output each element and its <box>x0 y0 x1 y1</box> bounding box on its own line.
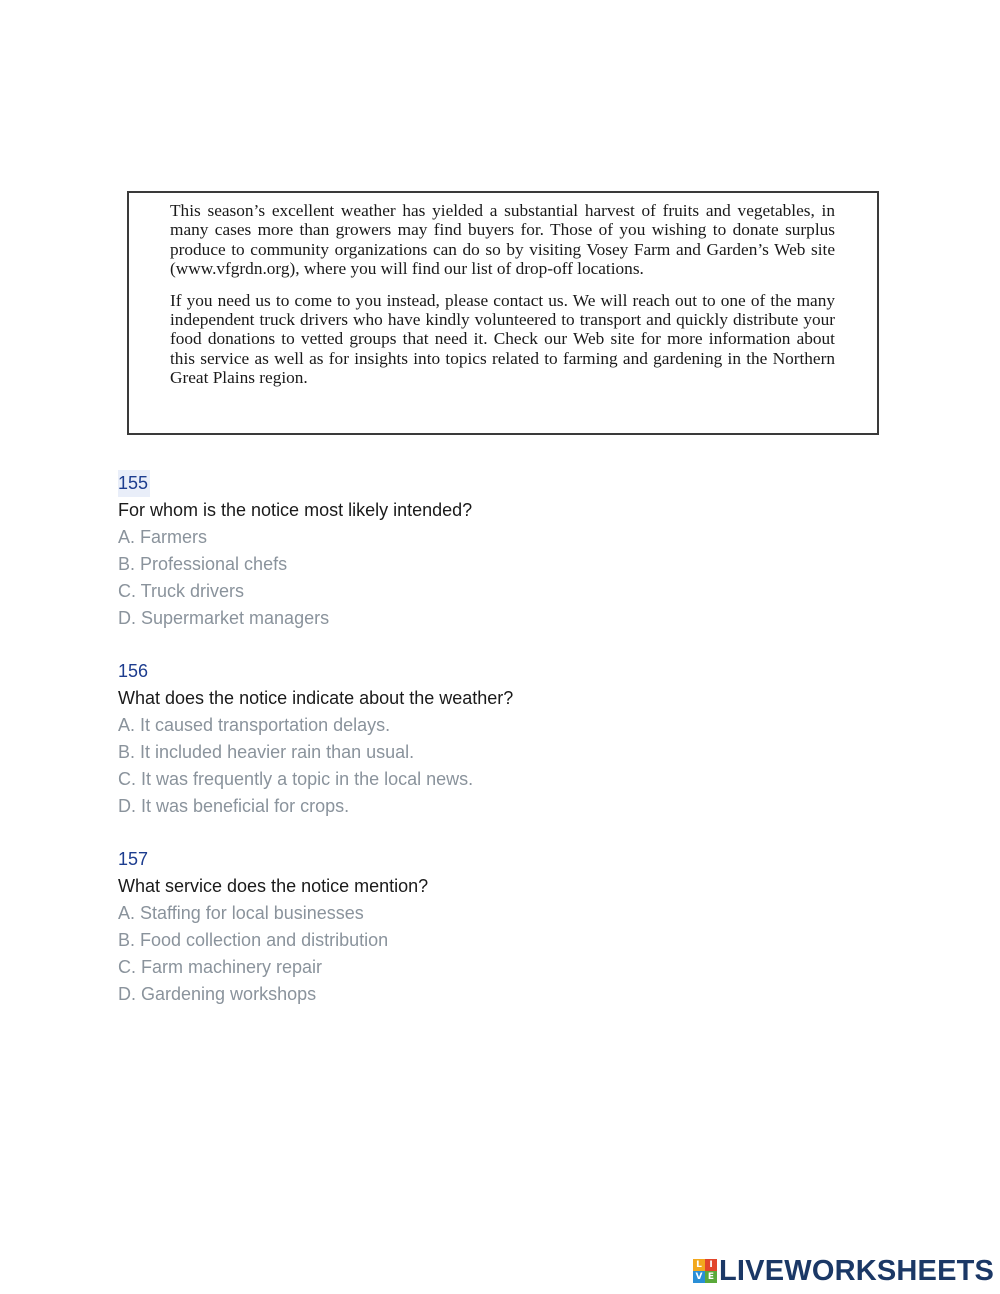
logo-text: LIVEWORKSHEETS <box>719 1254 995 1287</box>
answer-option-d[interactable]: D. It was beneficial for crops. <box>118 796 350 816</box>
question-text: For whom is the notice most likely intended? <box>118 500 473 520</box>
question-text: What service does the notice mention? <box>118 876 429 896</box>
question-text: What does the notice indicate about the weather? <box>118 688 514 708</box>
logo-mark-letter: V <box>693 1271 705 1283</box>
question-number: 157 <box>118 849 149 869</box>
notice-paragraph-2: If you need us to come to you instead, please contact us. We will reach out to one of the many independent truck drivers who have kindly volunteered to transport and quickly distribute your food donations to vetted groups that need it. Check our Web site for more information about this service as well as for insights into topics related to farming and gardening in the Northern Great Plains region. <box>170 290 835 388</box>
answer-option-c[interactable]: C. Truck drivers <box>118 581 245 601</box>
answer-option-b[interactable]: B. Food collection and distribution <box>118 930 389 950</box>
answer-option-a[interactable]: A. It caused transportation delays. <box>118 715 391 735</box>
answer-option-a[interactable]: A. Staffing for local businesses <box>118 903 364 923</box>
answer-option-a[interactable]: A. Farmers <box>118 527 208 547</box>
answer-option-c[interactable]: C. Farm machinery repair <box>118 957 323 977</box>
question-number: 156 <box>118 661 149 681</box>
answer-option-b[interactable]: B. Professional chefs <box>118 554 288 574</box>
logo-mark-letter: E <box>705 1271 717 1283</box>
question-157 <box>118 846 818 1008</box>
logo-mark-icon <box>693 1259 717 1283</box>
logo-mark-letter: L <box>693 1259 705 1271</box>
liveworksheets-logo <box>693 1253 994 1289</box>
answer-option-b[interactable]: B. It included heavier rain than usual. <box>118 742 415 762</box>
notice-image <box>120 183 879 438</box>
notice-text <box>170 201 835 400</box>
answer-option-d[interactable]: D. Supermarket managers <box>118 608 330 628</box>
question-number: 155 <box>118 470 150 497</box>
logo-mark-letter: I <box>705 1259 717 1271</box>
answer-option-c[interactable]: C. It was frequently a topic in the local news. <box>118 769 474 789</box>
answer-option-d[interactable]: D. Gardening workshops <box>118 984 317 1004</box>
question-155 <box>118 470 818 632</box>
notice-paragraph-1: This season’s excellent weather has yielded a substantial harvest of fruits and vegetables, in many cases more than growers may find buyers for. Those of you wishing to donate surplus produce to community organizations can do so by visiting Vosey Farm and Garden’s Web site (www.vfgrdn.org), where you will find our list of drop-off locations. <box>170 201 835 279</box>
question-156 <box>118 658 818 820</box>
